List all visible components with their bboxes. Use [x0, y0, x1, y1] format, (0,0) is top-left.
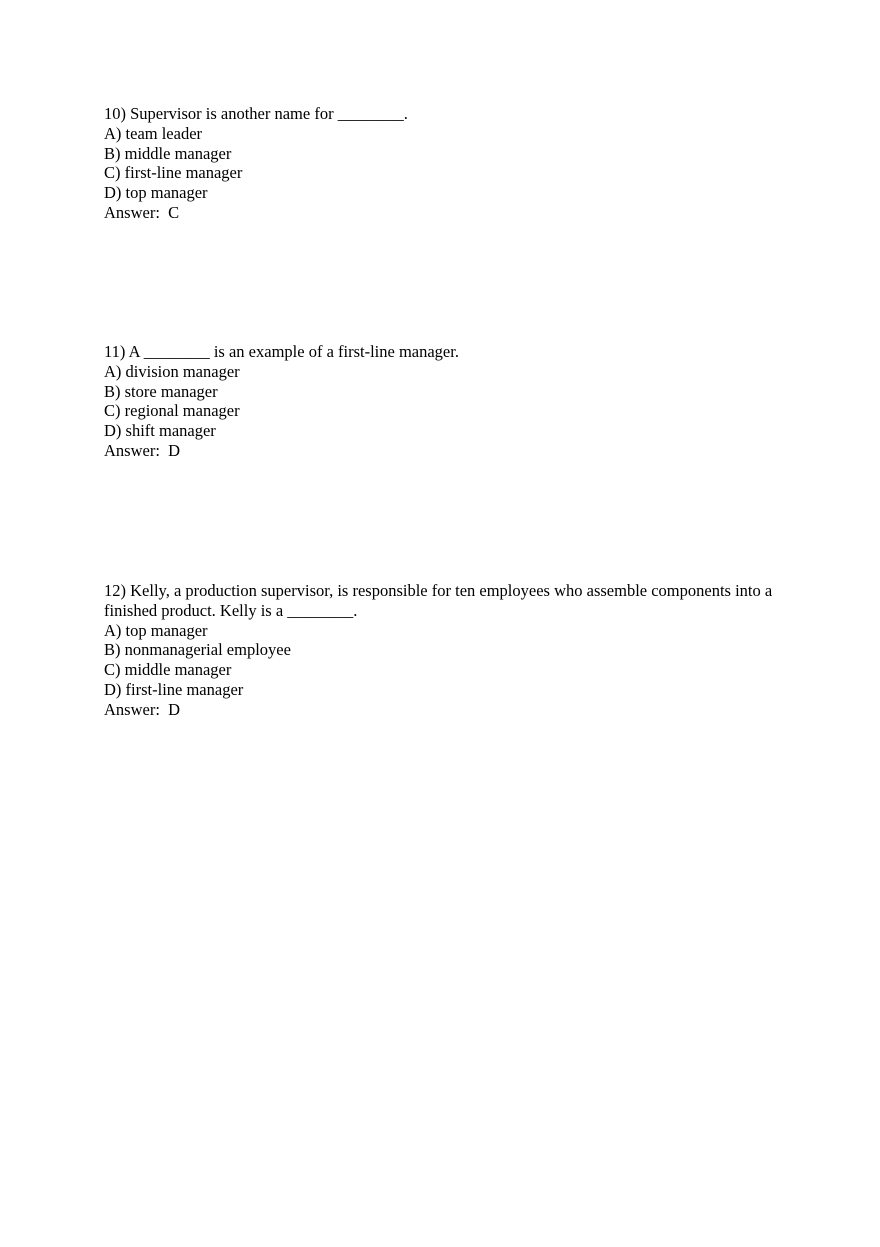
option-c: C) middle manager [104, 660, 232, 680]
option-b: B) nonmanagerial employee [104, 640, 291, 660]
option-d: D) top manager [104, 183, 208, 203]
option-c: C) first-line manager [104, 163, 243, 183]
option-b: B) middle manager [104, 143, 232, 163]
option-a: A) team leader [104, 123, 203, 143]
question-11 [104, 342, 784, 461]
answer-line: Answer: C [104, 202, 180, 222]
answer-line: Answer: D [104, 440, 181, 460]
question-stem: 11) A ________ is an example of a first-line manager. [104, 342, 459, 361]
option-d: D) first-line manager [104, 679, 244, 699]
question-10 [104, 104, 784, 223]
question-12 [104, 581, 784, 720]
option-c: C) regional manager [104, 401, 240, 421]
option-b: B) store manager [104, 381, 218, 401]
option-a: A) top manager [104, 620, 208, 640]
question-stem: 12) Kelly, a production supervisor, is responsible for ten employees who assemble components into a finished product. Kelly is a ________. [104, 581, 773, 620]
option-a: A) division manager [104, 361, 240, 381]
answer-line: Answer: D [104, 699, 181, 719]
option-d: D) shift manager [104, 421, 216, 441]
question-stem: 10) Supervisor is another name for ________. [104, 104, 408, 123]
